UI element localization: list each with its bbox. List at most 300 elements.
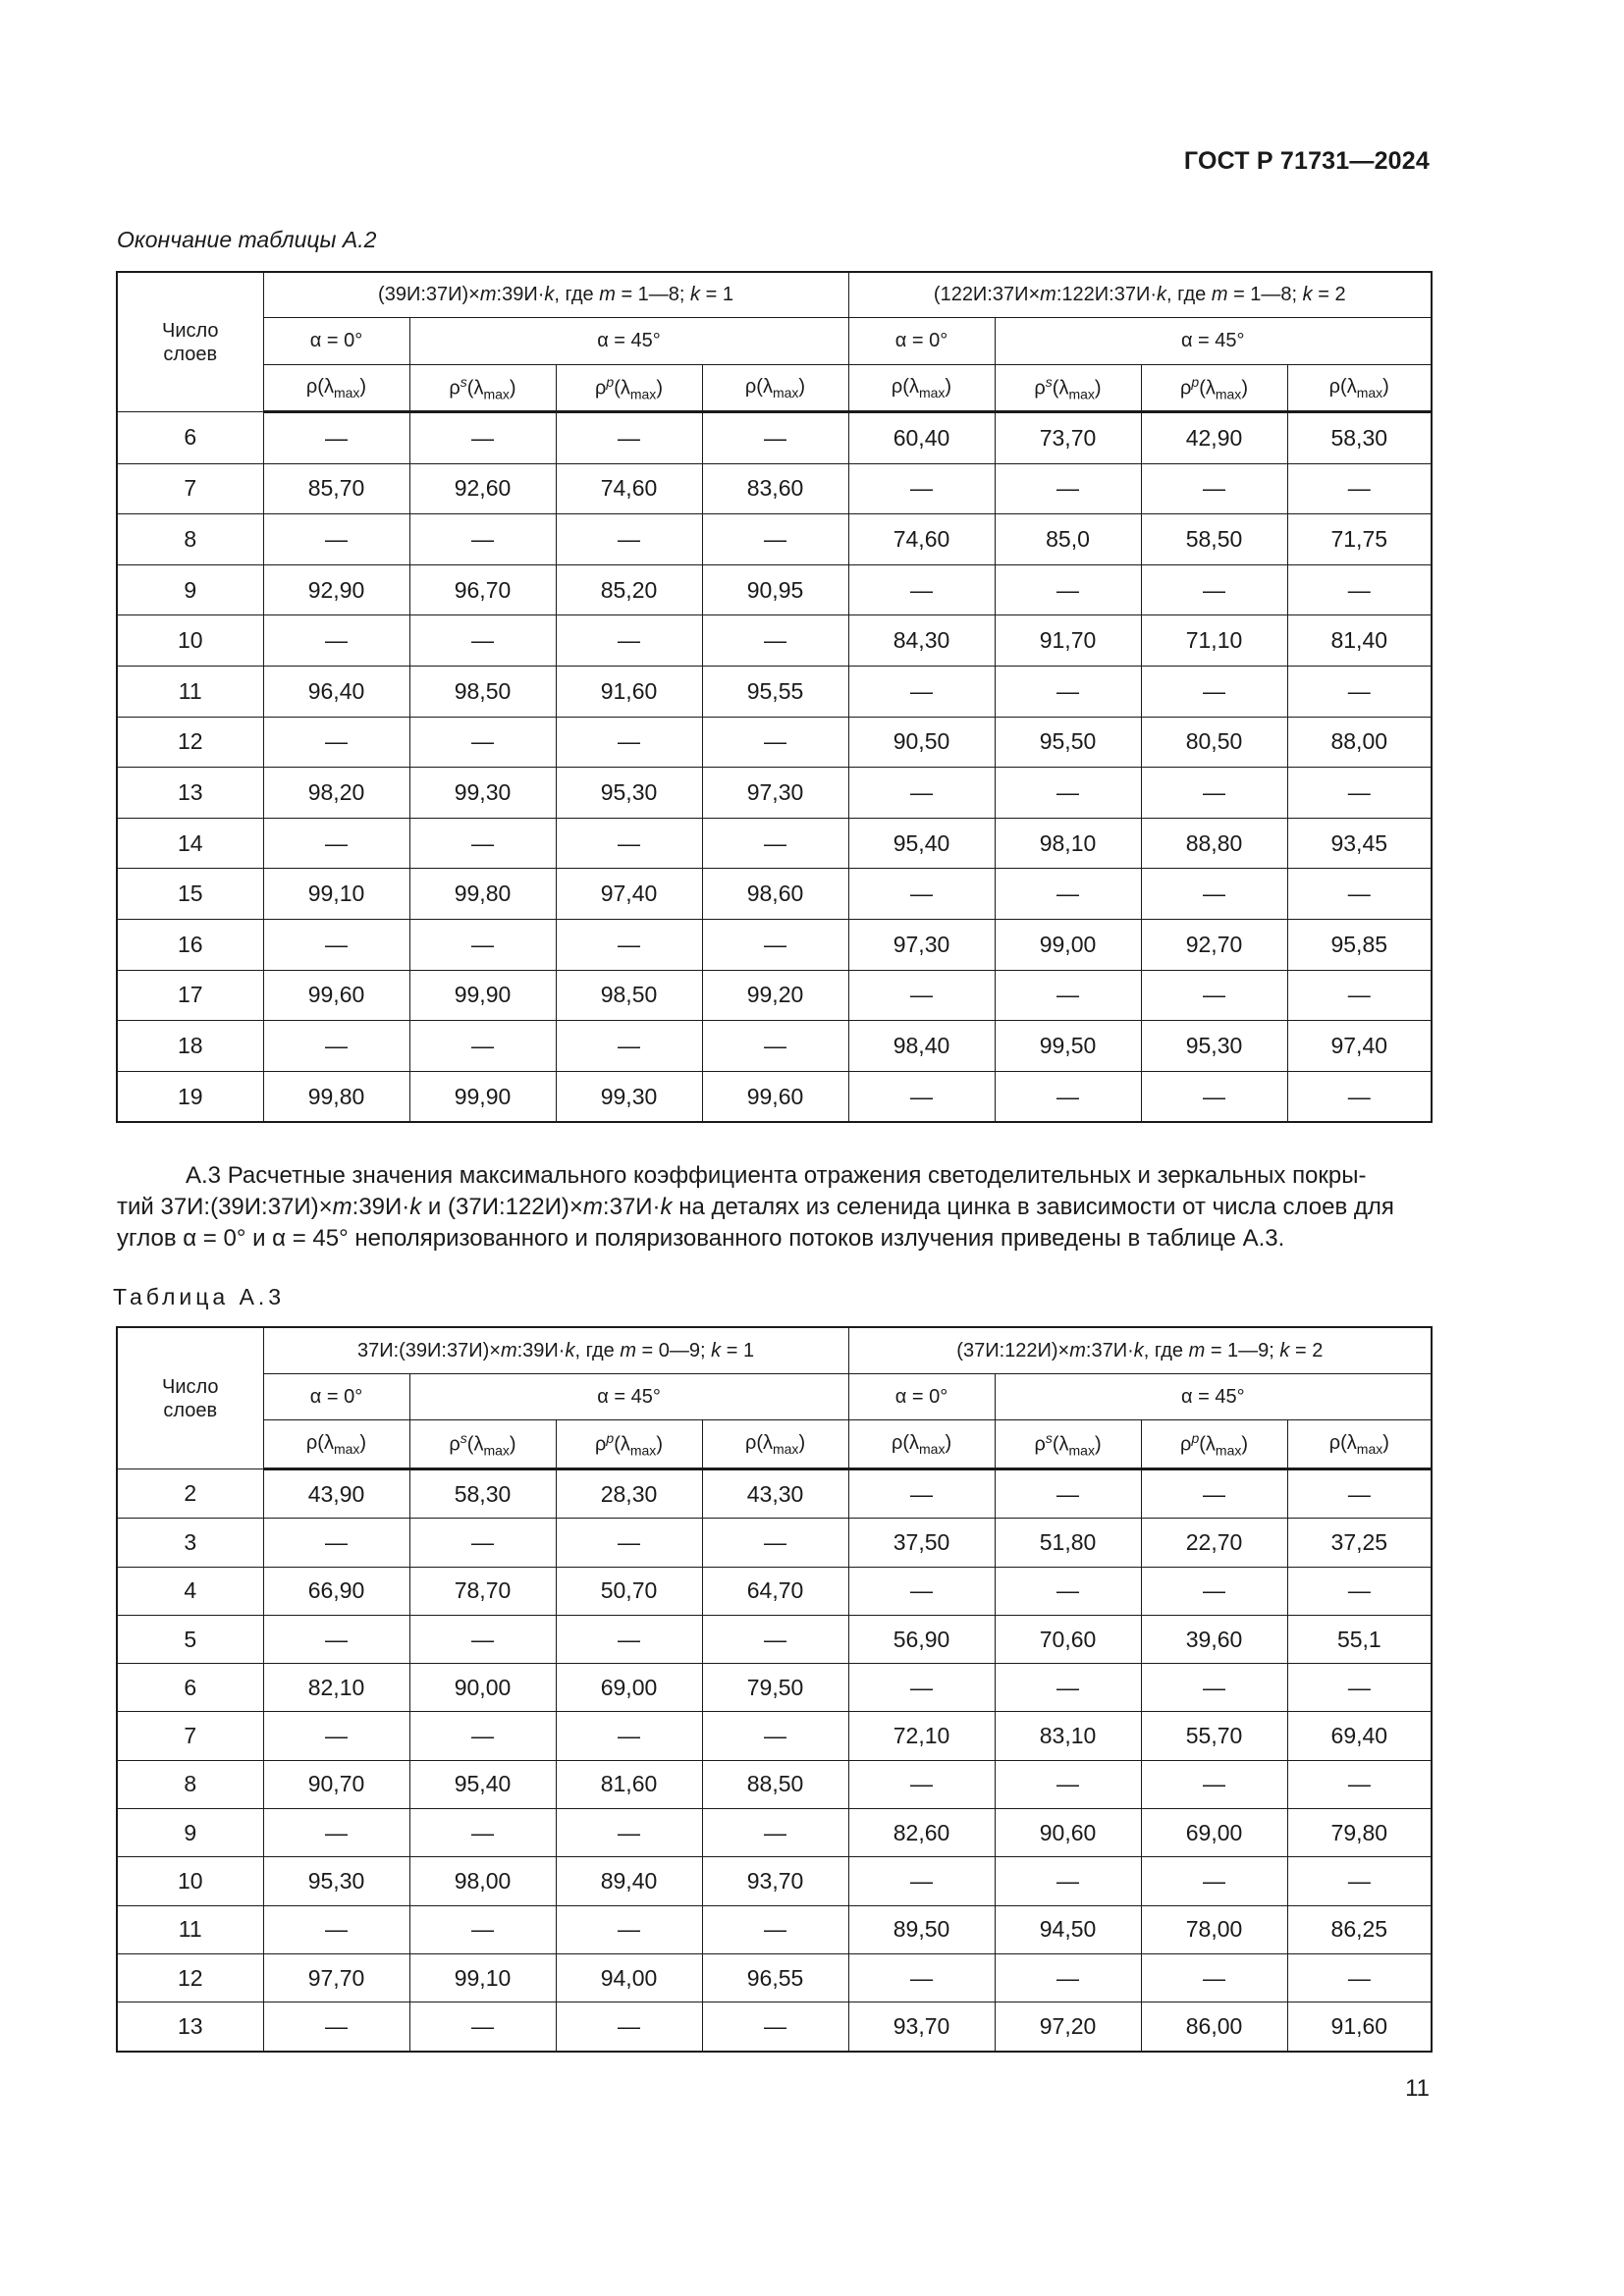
table-row	[117, 717, 1432, 768]
value-cell: —	[1141, 1071, 1287, 1122]
value-cell: 80,50	[1141, 717, 1287, 768]
value-cell: 99,00	[995, 919, 1141, 970]
layer-count-cell: 11	[117, 666, 263, 717]
group-header-1	[263, 272, 848, 318]
value-cell: —	[848, 1857, 995, 1905]
value-cell: 98,40	[848, 1021, 995, 1072]
value-cell: 97,30	[848, 919, 995, 970]
value-cell: —	[409, 412, 556, 464]
paragraph-line: А.3 Расчетные значения максимального коэффициента отражения светоделительных и зеркальных покры-	[186, 1162, 1367, 1189]
column-symbol-header: $\rho^s(\lambda_{max})$	[409, 1420, 556, 1469]
value-cell: 92,70	[1141, 919, 1287, 970]
value-cell: —	[702, 2002, 848, 2052]
table-row	[117, 1567, 1432, 1615]
layer-count-cell: 8	[117, 514, 263, 565]
value-cell: 97,40	[1287, 1021, 1432, 1072]
value-cell: 99,20	[702, 970, 848, 1021]
value-cell: —	[1287, 869, 1432, 920]
column-symbol-header: $\rho^s(\lambda_{max})$	[995, 365, 1141, 412]
value-cell: 55,70	[1141, 1712, 1287, 1760]
value-cell: —	[995, 869, 1141, 920]
value-cell: —	[1141, 1567, 1287, 1615]
value-cell: 98,50	[556, 970, 702, 1021]
value-cell: —	[263, 1021, 409, 1072]
value-cell: —	[409, 1021, 556, 1072]
value-cell: —	[702, 1712, 848, 1760]
value-cell: —	[848, 666, 995, 717]
paragraph-line: углов α = 0° и α = 45° неполяризованного и поляризованного потоков излучения приведены в таблице А.3.	[117, 1225, 1285, 1252]
value-cell: —	[409, 1905, 556, 1953]
value-cell: —	[1141, 564, 1287, 615]
column-symbol-header: $\rho^p(\lambda_{max})$	[556, 1420, 702, 1469]
paragraph-line: тий 37И:(39И:37И)×m:39И·k и (37И:122И)×m:37И·k на деталях из селенида цинка в зависимости от числа слоев для	[117, 1194, 1394, 1220]
value-cell: —	[702, 717, 848, 768]
value-cell: 91,60	[556, 666, 702, 717]
value-cell: 95,30	[1141, 1021, 1287, 1072]
table-row	[117, 1021, 1432, 1072]
value-cell: —	[263, 818, 409, 869]
value-cell: 95,85	[1287, 919, 1432, 970]
column-symbol-header: $\rho^p(\lambda_{max})$	[1141, 365, 1287, 412]
value-cell: —	[848, 463, 995, 514]
value-cell: 91,60	[1287, 2002, 1432, 2052]
value-cell: —	[848, 1953, 995, 2002]
value-cell: —	[995, 970, 1141, 1021]
value-cell: —	[409, 2002, 556, 2052]
value-cell: —	[995, 1567, 1141, 1615]
value-cell: —	[409, 1519, 556, 1567]
value-cell: —	[848, 1469, 995, 1519]
value-cell: 98,50	[409, 666, 556, 717]
value-cell: 22,70	[1141, 1519, 1287, 1567]
value-cell: 89,40	[556, 1857, 702, 1905]
table-row	[117, 1857, 1432, 1905]
table-row	[117, 1469, 1432, 1519]
value-cell: —	[556, 615, 702, 667]
table-row	[117, 1519, 1432, 1567]
value-cell: 99,80	[409, 869, 556, 920]
value-cell: 95,55	[702, 666, 848, 717]
value-cell: 64,70	[702, 1567, 848, 1615]
value-cell: —	[848, 1567, 995, 1615]
value-cell: 98,20	[263, 768, 409, 819]
table-row	[117, 564, 1432, 615]
value-cell: 82,10	[263, 1664, 409, 1712]
value-cell: 43,30	[702, 1469, 848, 1519]
value-cell: 91,70	[995, 615, 1141, 667]
table-row	[117, 666, 1432, 717]
value-cell: —	[702, 1809, 848, 1857]
value-cell: —	[1141, 768, 1287, 819]
value-cell: 84,30	[848, 615, 995, 667]
value-cell: 90,00	[409, 1664, 556, 1712]
value-cell: 97,30	[702, 768, 848, 819]
value-cell: 97,70	[263, 1953, 409, 2002]
value-cell: 99,10	[409, 1953, 556, 2002]
angle-0-header: α = 0°	[848, 318, 995, 365]
column-symbol-header: $\rho(\lambda_{max})$	[1287, 1420, 1432, 1469]
value-cell: —	[1287, 1953, 1432, 2002]
value-cell: 28,30	[556, 1469, 702, 1519]
value-cell: 93,70	[702, 1857, 848, 1905]
value-cell: 69,40	[1287, 1712, 1432, 1760]
value-cell: —	[1141, 463, 1287, 514]
value-cell: 81,40	[1287, 615, 1432, 667]
value-cell: —	[995, 666, 1141, 717]
value-cell: —	[1287, 1567, 1432, 1615]
value-cell: 89,50	[848, 1905, 995, 1953]
value-cell: 55,1	[1287, 1615, 1432, 1663]
column-symbol-header: $\rho(\lambda_{max})$	[1287, 365, 1432, 412]
value-cell: —	[848, 768, 995, 819]
table-row	[117, 1071, 1432, 1122]
value-cell: 81,60	[556, 1760, 702, 1808]
value-cell: —	[995, 463, 1141, 514]
table-row	[117, 463, 1432, 514]
value-cell: 99,60	[263, 970, 409, 1021]
column-symbol-header: $\rho(\lambda_{max})$	[848, 365, 995, 412]
value-cell: —	[1287, 564, 1432, 615]
value-cell: —	[1141, 869, 1287, 920]
value-cell: 85,70	[263, 463, 409, 514]
value-cell: 37,50	[848, 1519, 995, 1567]
value-cell: 98,60	[702, 869, 848, 920]
table-row	[117, 2002, 1432, 2052]
value-cell: —	[556, 2002, 702, 2052]
value-cell: —	[995, 1664, 1141, 1712]
value-cell: —	[848, 869, 995, 920]
layer-count-cell: 9	[117, 564, 263, 615]
value-cell: —	[556, 1809, 702, 1857]
value-cell: 88,80	[1141, 818, 1287, 869]
value-cell: —	[848, 564, 995, 615]
layer-count-cell: 3	[117, 1519, 263, 1567]
value-cell: —	[263, 1712, 409, 1760]
value-cell: —	[263, 1905, 409, 1953]
value-cell: —	[995, 768, 1141, 819]
value-cell: 58,30	[1287, 412, 1432, 464]
layer-count-cell: 10	[117, 1857, 263, 1905]
table-row	[117, 1712, 1432, 1760]
column-symbol-header: $\rho(\lambda_{max})$	[702, 365, 848, 412]
angle-0-header: α = 0°	[848, 1374, 995, 1420]
value-cell: —	[263, 1519, 409, 1567]
value-cell: 79,50	[702, 1664, 848, 1712]
page-number: 11	[1405, 2075, 1430, 2102]
table-row	[117, 919, 1432, 970]
column-symbol-header: $\rho(\lambda_{max})$	[702, 1420, 848, 1469]
value-cell: —	[409, 1615, 556, 1663]
value-cell: —	[702, 818, 848, 869]
value-cell: —	[1287, 463, 1432, 514]
value-cell: 78,00	[1141, 1905, 1287, 1953]
table-row	[117, 1664, 1432, 1712]
value-cell: —	[556, 1712, 702, 1760]
value-cell: —	[702, 514, 848, 565]
value-cell: 69,00	[556, 1664, 702, 1712]
value-cell: —	[409, 818, 556, 869]
value-cell: —	[1141, 666, 1287, 717]
value-cell: 60,40	[848, 412, 995, 464]
value-cell: 73,70	[995, 412, 1141, 464]
value-cell: —	[1287, 1857, 1432, 1905]
angle-45-header: α = 45°	[409, 1374, 848, 1420]
value-cell: 69,00	[1141, 1809, 1287, 1857]
value-cell: —	[263, 717, 409, 768]
table-row	[117, 412, 1432, 464]
layer-count-cell: 6	[117, 1664, 263, 1712]
table-row	[117, 1615, 1432, 1663]
angle-45-header: α = 45°	[409, 318, 848, 365]
value-cell: —	[702, 1905, 848, 1953]
value-cell: —	[1287, 1664, 1432, 1712]
value-cell: —	[263, 1615, 409, 1663]
value-cell: —	[263, 615, 409, 667]
value-cell: 93,70	[848, 2002, 995, 2052]
value-cell: 96,40	[263, 666, 409, 717]
value-cell: 42,90	[1141, 412, 1287, 464]
value-cell: 83,60	[702, 463, 848, 514]
value-cell: 43,90	[263, 1469, 409, 1519]
value-cell: 93,45	[1287, 818, 1432, 869]
document-id: ГОСТ Р 71731—2024	[1183, 147, 1430, 175]
value-cell: —	[409, 615, 556, 667]
layer-count-cell: 13	[117, 2002, 263, 2052]
value-cell: 99,50	[995, 1021, 1141, 1072]
paragraph-a3	[117, 1160, 1431, 1255]
value-cell: 51,80	[995, 1519, 1141, 1567]
value-cell: 50,70	[556, 1567, 702, 1615]
column-symbol-header: $\rho^p(\lambda_{max})$	[556, 365, 702, 412]
value-cell: —	[409, 919, 556, 970]
value-cell: —	[702, 615, 848, 667]
layer-count-cell: 11	[117, 1905, 263, 1953]
value-cell: —	[556, 1519, 702, 1567]
column-symbol-header: $\rho^s(\lambda_{max})$	[409, 365, 556, 412]
group-header-2	[848, 1327, 1432, 1374]
layer-count-cell: 5	[117, 1615, 263, 1663]
value-cell: 92,90	[263, 564, 409, 615]
value-cell: —	[556, 818, 702, 869]
value-cell: 79,80	[1287, 1809, 1432, 1857]
layer-count-cell: 7	[117, 1712, 263, 1760]
value-cell: 88,50	[702, 1760, 848, 1808]
value-cell: —	[702, 919, 848, 970]
value-cell: 74,60	[556, 463, 702, 514]
value-cell: —	[702, 1519, 848, 1567]
value-cell: 86,25	[1287, 1905, 1432, 1953]
table-row	[117, 1905, 1432, 1953]
value-cell: 97,20	[995, 2002, 1141, 2052]
value-cell: 95,30	[556, 768, 702, 819]
value-cell: 98,00	[409, 1857, 556, 1905]
value-cell: 90,50	[848, 717, 995, 768]
value-cell: 37,25	[1287, 1519, 1432, 1567]
value-cell: —	[1141, 970, 1287, 1021]
value-cell: —	[263, 1809, 409, 1857]
value-cell: —	[848, 1664, 995, 1712]
value-cell: 90,60	[995, 1809, 1141, 1857]
value-cell: —	[1287, 1469, 1432, 1519]
value-cell: 83,10	[995, 1712, 1141, 1760]
angle-0-header: α = 0°	[263, 1374, 409, 1420]
value-cell: —	[556, 717, 702, 768]
group-header-1	[263, 1327, 848, 1374]
row-header-label: Число слоев	[161, 1375, 219, 1421]
value-cell: 92,60	[409, 463, 556, 514]
value-cell: —	[848, 1760, 995, 1808]
value-cell: 58,30	[409, 1469, 556, 1519]
value-cell: 99,60	[702, 1071, 848, 1122]
column-symbol-header: $\rho(\lambda_{max})$	[263, 365, 409, 412]
column-symbol-header: $\rho(\lambda_{max})$	[263, 1420, 409, 1469]
value-cell: —	[556, 1021, 702, 1072]
angle-0-header: α = 0°	[263, 318, 409, 365]
value-cell: —	[995, 1469, 1141, 1519]
value-cell: 99,30	[409, 768, 556, 819]
value-cell: —	[556, 1905, 702, 1953]
value-cell: —	[556, 1615, 702, 1663]
value-cell: —	[556, 412, 702, 464]
layer-count-cell: 14	[117, 818, 263, 869]
value-cell: 71,10	[1141, 615, 1287, 667]
table-row	[117, 615, 1432, 667]
layer-count-cell: 9	[117, 1809, 263, 1857]
value-cell: 99,10	[263, 869, 409, 920]
value-cell: 66,90	[263, 1567, 409, 1615]
value-cell: 71,75	[1287, 514, 1432, 565]
angle-45-header: α = 45°	[995, 1374, 1432, 1420]
value-cell: 39,60	[1141, 1615, 1287, 1663]
layer-count-cell: 8	[117, 1760, 263, 1808]
value-cell: —	[995, 1071, 1141, 1122]
value-cell: —	[1141, 1664, 1287, 1712]
table-row	[117, 818, 1432, 869]
layer-count-cell: 7	[117, 463, 263, 514]
value-cell: 96,70	[409, 564, 556, 615]
table-row	[117, 869, 1432, 920]
value-cell: 70,60	[995, 1615, 1141, 1663]
layer-count-cell: 4	[117, 1567, 263, 1615]
value-cell: —	[1141, 1953, 1287, 2002]
layer-count-cell: 15	[117, 869, 263, 920]
value-cell: 95,40	[848, 818, 995, 869]
layer-count-cell: 17	[117, 970, 263, 1021]
value-cell: 88,00	[1287, 717, 1432, 768]
value-cell: —	[702, 412, 848, 464]
value-cell: 99,80	[263, 1071, 409, 1122]
value-cell: —	[556, 514, 702, 565]
value-cell: —	[409, 514, 556, 565]
table-row	[117, 514, 1432, 565]
value-cell: —	[702, 1615, 848, 1663]
value-cell: 95,40	[409, 1760, 556, 1808]
value-cell: 96,55	[702, 1953, 848, 2002]
value-cell: 58,50	[1141, 514, 1287, 565]
value-cell: 98,10	[995, 818, 1141, 869]
table-row	[117, 1760, 1432, 1808]
group-2-title: (37И:122И)×m:37И·k, где m = 1—9; k = 2	[956, 1339, 1324, 1362]
value-cell: —	[848, 970, 995, 1021]
value-cell: 90,70	[263, 1760, 409, 1808]
layer-count-cell: 13	[117, 768, 263, 819]
table-row	[117, 1809, 1432, 1857]
value-cell: 90,95	[702, 564, 848, 615]
column-symbol-header: $\rho(\lambda_{max})$	[848, 1420, 995, 1469]
value-cell: —	[409, 717, 556, 768]
value-cell: —	[848, 1071, 995, 1122]
value-cell: —	[263, 2002, 409, 2052]
layer-count-cell: 18	[117, 1021, 263, 1072]
layer-count-cell: 2	[117, 1469, 263, 1519]
value-cell: 95,30	[263, 1857, 409, 1905]
group-1-title: (39И:37И)×m:39И·k, где m = 1—8; k = 1	[378, 284, 733, 305]
value-cell: —	[556, 919, 702, 970]
value-cell: —	[1287, 666, 1432, 717]
value-cell: —	[263, 919, 409, 970]
table-a2	[116, 271, 1433, 1123]
value-cell: 94,00	[556, 1953, 702, 2002]
value-cell: 86,00	[1141, 2002, 1287, 2052]
value-cell: —	[1141, 1469, 1287, 1519]
table-row	[117, 768, 1432, 819]
value-cell: —	[1287, 1071, 1432, 1122]
row-header-cell	[117, 272, 263, 412]
value-cell: —	[1141, 1760, 1287, 1808]
layer-count-cell: 12	[117, 717, 263, 768]
value-cell: 85,20	[556, 564, 702, 615]
value-cell: —	[409, 1809, 556, 1857]
value-cell: 74,60	[848, 514, 995, 565]
value-cell: 78,70	[409, 1567, 556, 1615]
layer-count-cell: 10	[117, 615, 263, 667]
layer-count-cell: 16	[117, 919, 263, 970]
value-cell: —	[995, 1953, 1141, 2002]
layer-count-cell: 6	[117, 412, 263, 464]
value-cell: —	[995, 1857, 1141, 1905]
table-row	[117, 970, 1432, 1021]
table-a3	[116, 1326, 1433, 2053]
value-cell: —	[1287, 970, 1432, 1021]
value-cell: —	[702, 1021, 848, 1072]
table-row	[117, 1953, 1432, 2002]
group-2-title: (122И:37И×m:122И:37И·k, где m = 1—8; k = 2	[933, 284, 1346, 305]
angle-45-header: α = 45°	[995, 318, 1432, 365]
value-cell: —	[1287, 768, 1432, 819]
value-cell: 95,50	[995, 717, 1141, 768]
value-cell: 99,90	[409, 1071, 556, 1122]
table-a2-caption: Окончание таблицы А.2	[117, 227, 377, 252]
value-cell: 85,0	[995, 514, 1141, 565]
value-cell: —	[263, 412, 409, 464]
value-cell: 99,90	[409, 970, 556, 1021]
value-cell: —	[995, 1760, 1141, 1808]
value-cell: —	[995, 564, 1141, 615]
value-cell: 82,60	[848, 1809, 995, 1857]
value-cell: —	[409, 1712, 556, 1760]
value-cell: 99,30	[556, 1071, 702, 1122]
row-header-label: Число слоев	[161, 319, 219, 365]
value-cell: 94,50	[995, 1905, 1141, 1953]
value-cell: 72,10	[848, 1712, 995, 1760]
table-a3-caption: Таблица А.3	[113, 1284, 286, 1309]
value-cell: —	[1141, 1857, 1287, 1905]
layer-count-cell: 19	[117, 1071, 263, 1122]
group-1-title: 37И:(39И:37И)×m:39И·k, где m = 0—9; k = 1	[356, 1339, 755, 1362]
layer-count-cell: 12	[117, 1953, 263, 2002]
column-symbol-header: $\rho^p(\lambda_{max})$	[1141, 1420, 1287, 1469]
value-cell: 56,90	[848, 1615, 995, 1663]
